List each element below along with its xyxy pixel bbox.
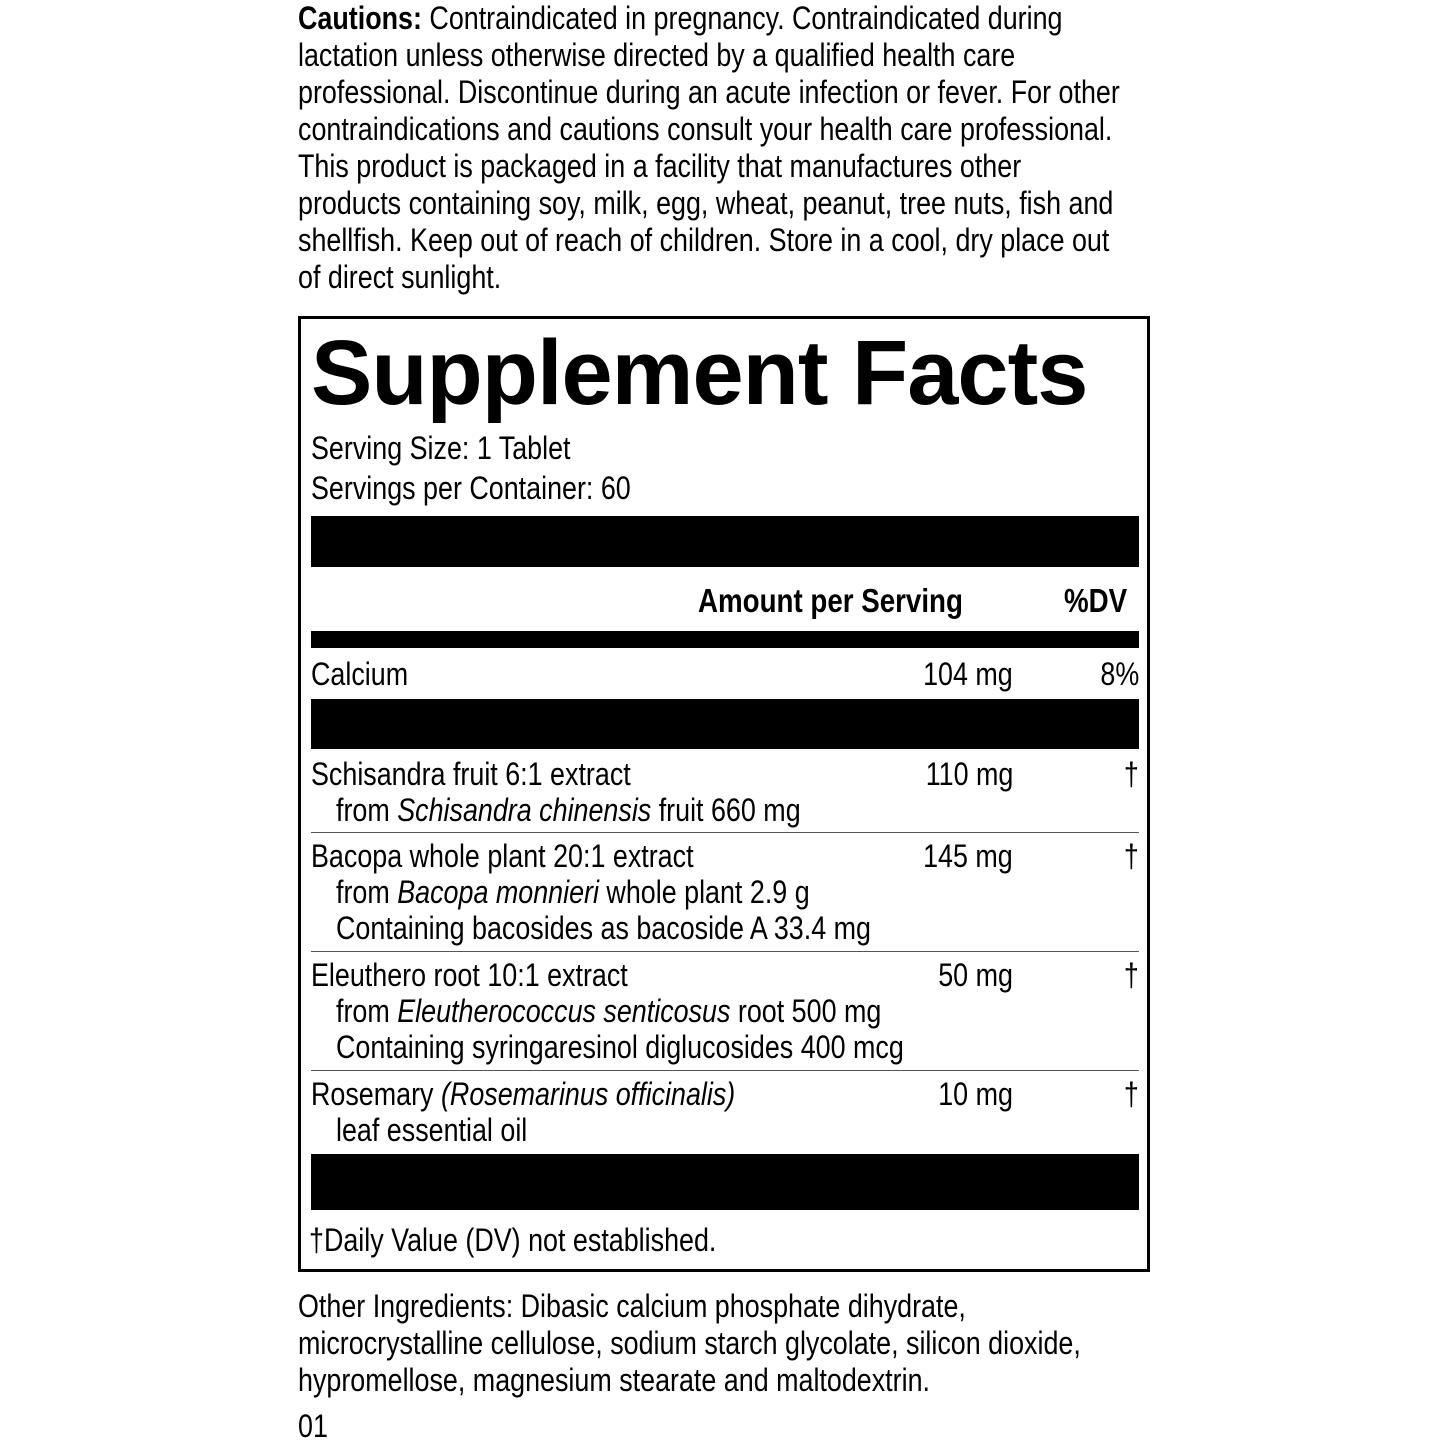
other-ingredients-line: hypromellose, magnesium stearate and maltodextrin. bbox=[298, 1362, 930, 1398]
column-amount-header: Amount per Serving bbox=[698, 582, 963, 619]
ingredient-dv-eleuthero: † bbox=[1124, 957, 1139, 993]
ingredient-name-rosemary: Rosemary (Rosemarinus officinalis) bbox=[311, 1076, 736, 1112]
thick-bar bbox=[311, 699, 1139, 749]
other-ingredients bbox=[298, 1288, 1298, 1399]
cautions-line: products containing soy, milk, egg, wheat, peanut, tree nuts, fish and bbox=[298, 185, 1114, 221]
nutrient-amount-calcium: 104 mg bbox=[923, 656, 1013, 692]
cautions-line: shellfish. Keep out of reach of children. Store in a cool, dry place out bbox=[298, 222, 1110, 258]
nutrient-dv-calcium: 8% bbox=[1100, 656, 1139, 692]
ingredient-name-schisandra: Schisandra fruit 6:1 extract bbox=[311, 756, 631, 792]
row-divider bbox=[311, 832, 1139, 833]
ingredient-containing-eleuthero: Containing syringaresinol diglucosides 400 mcg bbox=[336, 1029, 904, 1065]
ingredient-dv-schisandra: † bbox=[1124, 756, 1139, 792]
medium-bar bbox=[311, 631, 1139, 648]
cautions-text bbox=[298, 0, 1298, 296]
ingredient-containing-bacopa: Containing bacosides as bacoside A 33.4 mg bbox=[336, 910, 871, 946]
ingredient-amount-bacopa: 145 mg bbox=[923, 838, 1013, 874]
nutrient-name-calcium: Calcium bbox=[311, 656, 409, 692]
label-code: 01 bbox=[298, 1408, 328, 1444]
row-divider bbox=[311, 1070, 1139, 1071]
servings-per-container: Servings per Container: 60 bbox=[311, 470, 631, 506]
ingredient-source-schisandra: from Schisandra chinensis fruit 660 mg bbox=[336, 792, 801, 828]
ingredient-amount-eleuthero: 50 mg bbox=[938, 957, 1013, 993]
dv-footnote: †Daily Value (DV) not established. bbox=[309, 1222, 717, 1258]
serving-size: Serving Size: 1 Tablet bbox=[311, 430, 571, 466]
ingredient-dv-bacopa: † bbox=[1124, 838, 1139, 874]
ingredient-amount-schisandra: 110 mg bbox=[925, 756, 1013, 792]
ingredient-source-eleuthero: from Eleutherococcus senticosus root 500 mg bbox=[336, 993, 882, 1029]
cautions-line: lactation unless otherwise directed by a qualified health care bbox=[298, 37, 1016, 73]
supplement-facts-panel bbox=[298, 316, 1150, 1272]
cautions-line: This product is packaged in a facility that manufactures other bbox=[298, 148, 1022, 184]
ingredient-dv-rosemary: † bbox=[1124, 1076, 1139, 1112]
facts-title: Supplement Facts bbox=[311, 322, 1088, 424]
ingredient-name-eleuthero: Eleuthero root 10:1 extract bbox=[311, 957, 628, 993]
cautions-line: Contraindicated in pregnancy. Contraindicated during bbox=[421, 0, 1063, 36]
ingredient-amount-rosemary: 10 mg bbox=[938, 1076, 1013, 1112]
cautions-line: contraindications and cautions consult your health care professional. bbox=[298, 111, 1113, 147]
thick-bar bbox=[311, 1154, 1139, 1210]
cautions-line: of direct sunlight. bbox=[298, 259, 502, 295]
cautions-label: Cautions: bbox=[298, 0, 422, 36]
other-ingredients-line: microcrystalline cellulose, sodium starch glycolate, silicon dioxide, bbox=[298, 1325, 1081, 1361]
other-ingredients-line: Other Ingredients: Dibasic calcium phosphate dihydrate, bbox=[298, 1288, 966, 1324]
ingredient-source-bacopa: from Bacopa monnieri whole plant 2.9 g bbox=[336, 874, 810, 910]
column-dv-header: %DV bbox=[1064, 582, 1128, 619]
ingredient-form-rosemary: leaf essential oil bbox=[336, 1112, 528, 1148]
row-divider bbox=[311, 951, 1139, 952]
cautions-line: professional. Discontinue during an acute infection or fever. For other bbox=[298, 74, 1120, 110]
ingredient-name-bacopa: Bacopa whole plant 20:1 extract bbox=[311, 838, 694, 874]
thick-bar bbox=[311, 516, 1139, 567]
